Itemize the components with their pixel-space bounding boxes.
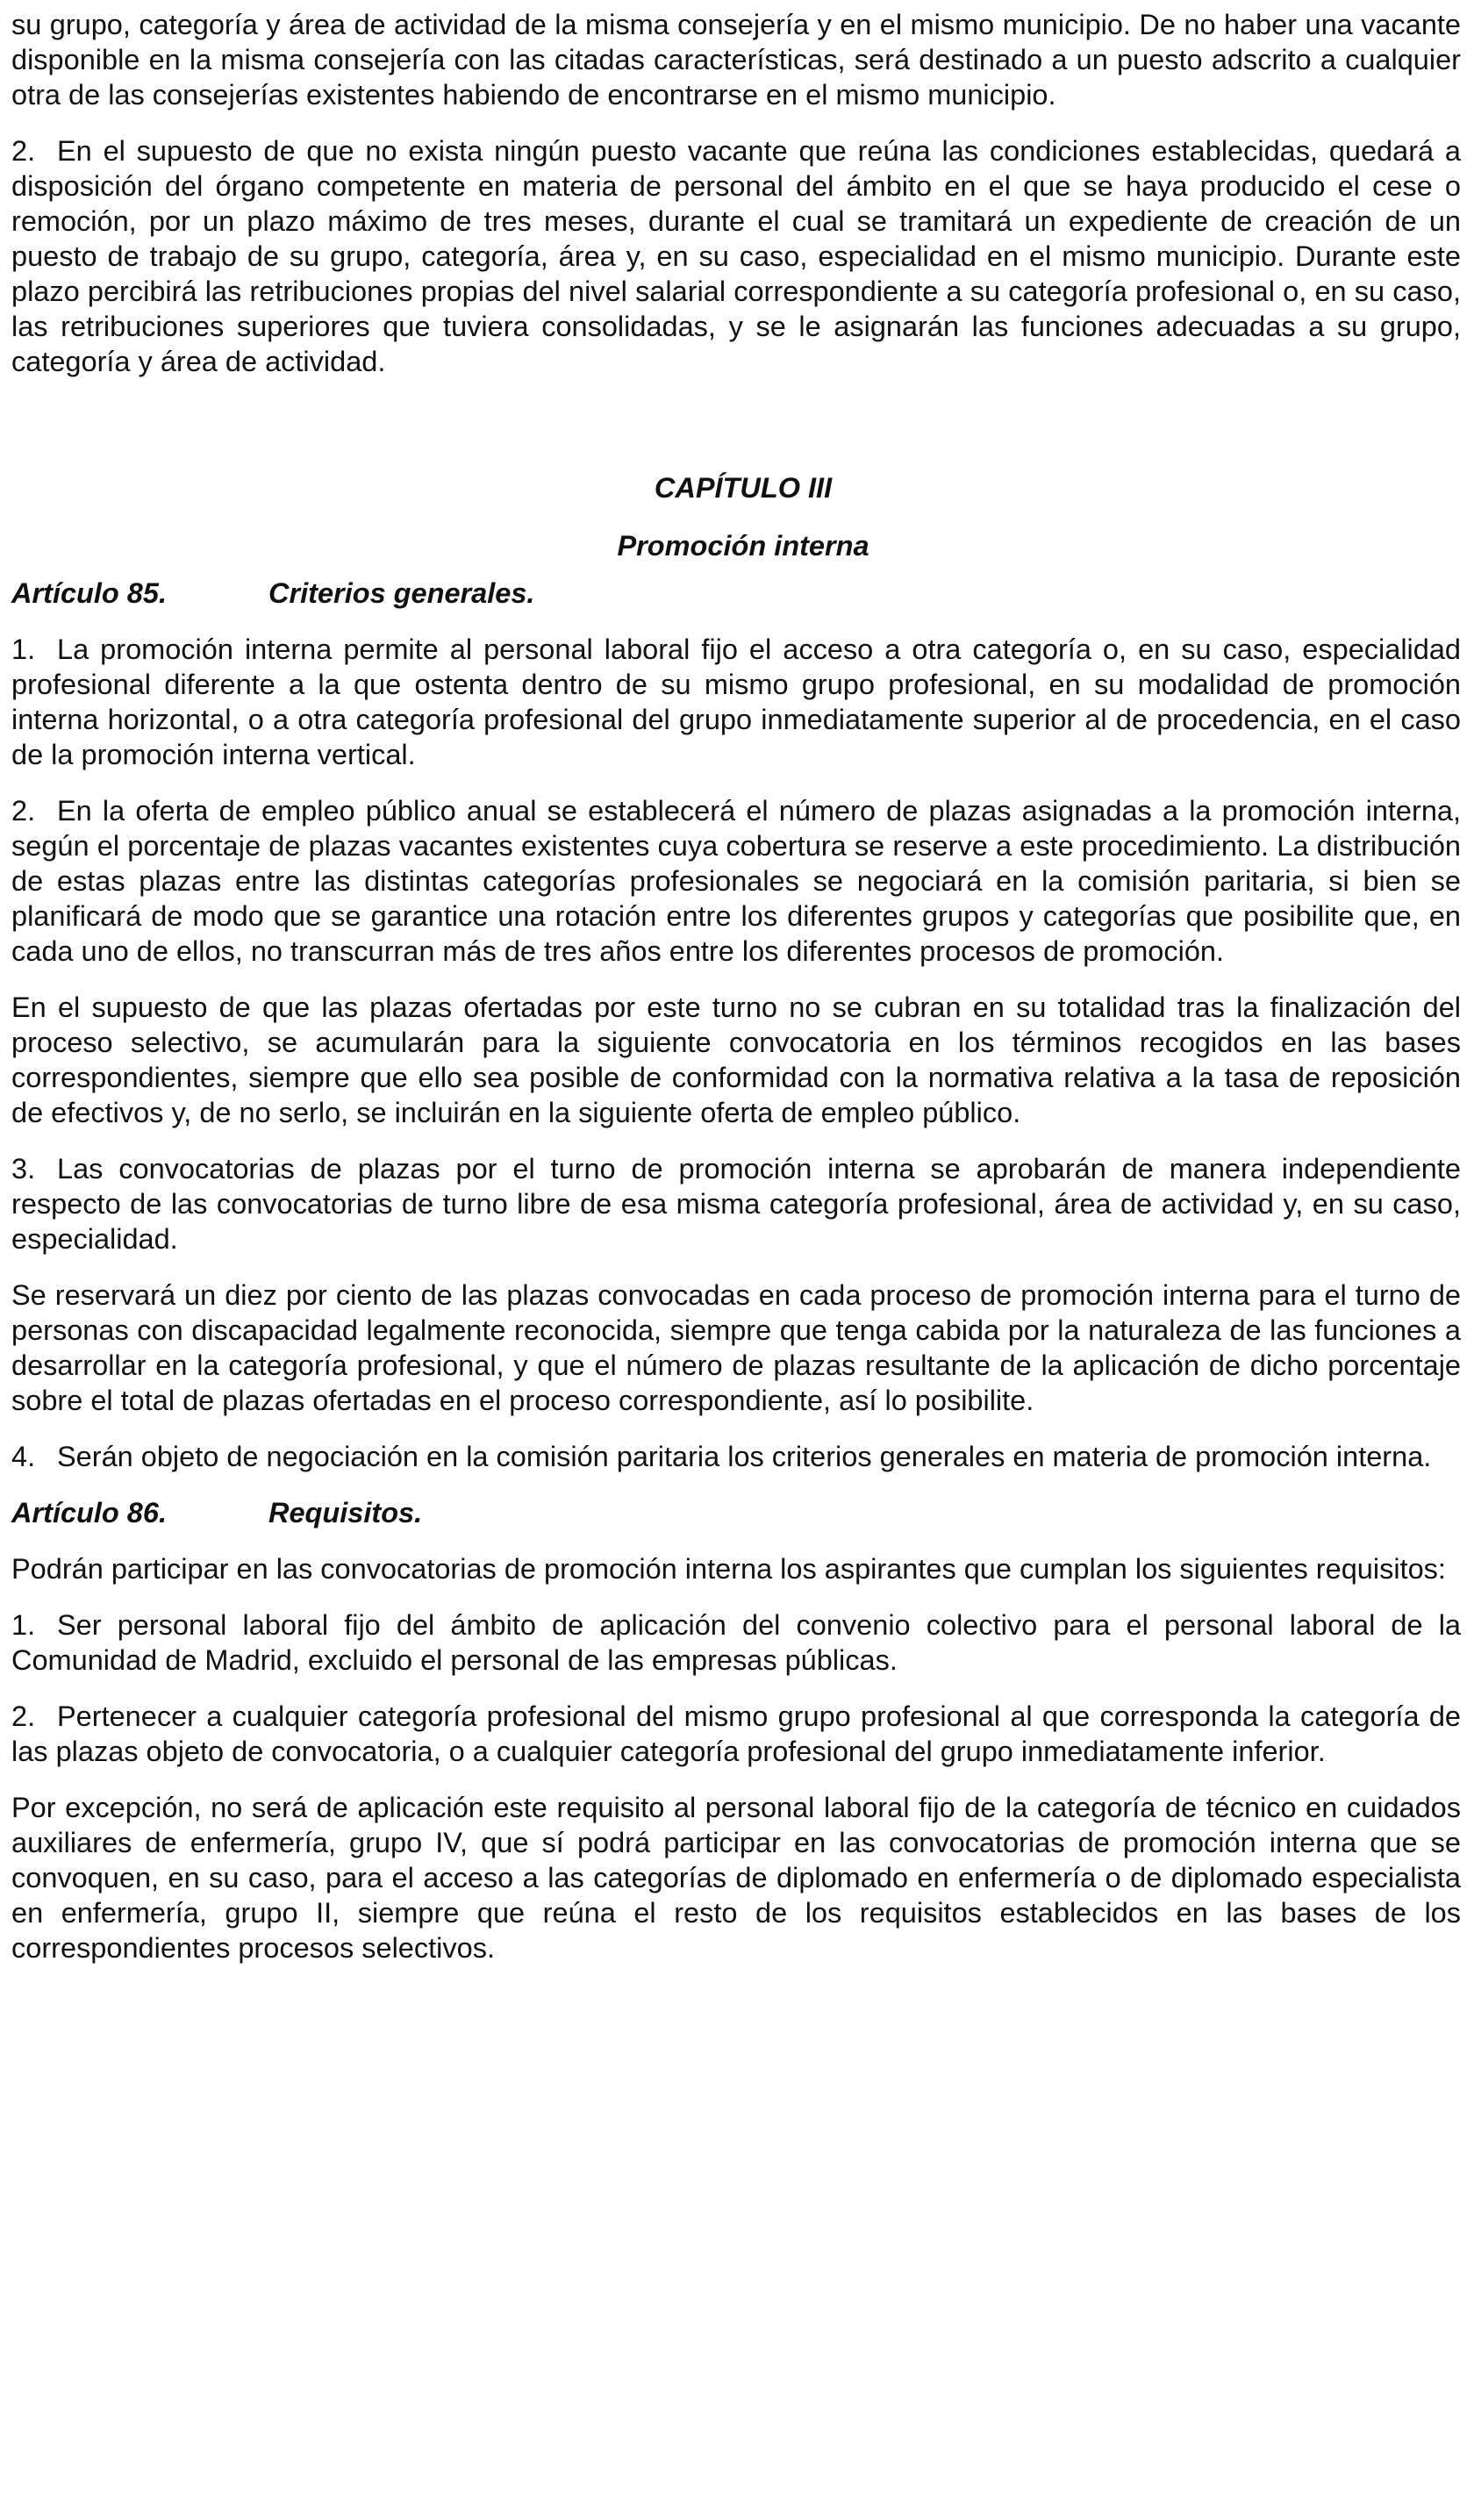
paragraph-number: 1. bbox=[11, 634, 36, 665]
chapter-title: CAPÍTULO III bbox=[654, 472, 833, 504]
paragraph-numbered bbox=[11, 1699, 1461, 1769]
paragraph-number: 2. bbox=[11, 795, 36, 827]
paragraph-text: La promoción interna permite al personal laboral fijo el acceso a otra categoría o, en su caso, especialidad profesional diferente a la que ostenta dentro de su mismo grupo profesional, en su modalidad de promoción interna horizontal, o a otra categoría profesional del grupo inmediatamente superior al de procedencia, en el caso de la promoción interna vertical. bbox=[11, 634, 1461, 770]
paragraph bbox=[11, 1551, 1461, 1586]
paragraph-text: Podrán participar en las convocatorias de promoción interna los aspirantes que cumplan los siguientes requisitos: bbox=[11, 1553, 1446, 1585]
paragraph-numbered bbox=[11, 632, 1461, 772]
paragraph bbox=[11, 1278, 1461, 1418]
paragraph-number: 3. bbox=[11, 1153, 36, 1185]
article-heading-85 bbox=[11, 576, 1461, 611]
article-number: Artículo 85. bbox=[11, 577, 167, 609]
paragraph-text: Se reservará un diez por ciento de las plazas convocadas en cada proceso de promoción interna para el turno de personas con discapacidad legalmente reconocida, siempre que tenga cabida por la naturaleza de las funciones a desarrollar en la categoría profesional, y que el número de plazas resultante de la aplicación de dicho porcentaje sobre el total de plazas ofertadas en el proceso correspondiente, así lo posibilite. bbox=[11, 1279, 1461, 1416]
article-title: Criterios generales. bbox=[268, 577, 535, 609]
paragraph bbox=[11, 1790, 1461, 1965]
paragraph bbox=[11, 990, 1461, 1130]
paragraph-number: 2. bbox=[11, 135, 36, 167]
paragraph-numbered bbox=[11, 133, 1461, 379]
paragraph-text: En la oferta de empleo público anual se establecerá el número de plazas asignadas a la promoción interna, según el porcentaje de plazas vacantes existentes cuya cobertura se reserve a este procedimiento. La distribución de estas plazas entre las distintas categorías profesionales se negociará en la comisión paritaria, si bien se planificará de modo que se garantice una rotación entre los diferentes grupos y categorías que posibilite que, en cada uno de ellos, no transcurran más de tres años entre los diferentes procesos de promoción. bbox=[11, 795, 1461, 967]
article-heading-86 bbox=[11, 1495, 1461, 1530]
paragraph-text: Pertenecer a cualquier categoría profesional del mismo grupo profesional al que corresponda la categoría de las plazas objeto de convocatoria, o a cualquier categoría profesional del grupo inmediatamente inferior. bbox=[11, 1700, 1461, 1767]
paragraph-numbered bbox=[11, 793, 1461, 969]
paragraph-text: Ser personal laboral fijo del ámbito de aplicación del convenio colectivo para el personal laboral de la Comunidad de Madrid, excluido el personal de las empresas públicas. bbox=[11, 1609, 1461, 1676]
chapter-subtitle: Promoción interna bbox=[617, 530, 869, 562]
document-page bbox=[11, 0, 1461, 1987]
paragraph-text: En el supuesto de que no exista ningún puesto vacante que reúna las condiciones establecidas, quedará a disposición del órgano competente en materia de personal del ámbito en el que se haya producido el cese o remoción, por un plazo máximo de tres meses, durante el cual se tramitará un expediente de creación de un puesto de trabajo de su grupo, categoría, área y, en su caso, especialidad en el mismo municipio. Durante este plazo percibirá las retribuciones propias del nivel salarial correspondiente a su categoría profesional o, en su caso, las retribuciones superiores que tuviera consolidadas, y se le asignarán las funciones adecuadas a su grupo, categoría y área de actividad. bbox=[11, 135, 1461, 377]
paragraph-numbered bbox=[11, 1151, 1461, 1256]
paragraph-text: Las convocatorias de plazas por el turno de promoción interna se aprobarán de manera independiente respecto de las convocatorias de turno libre de esa misma categoría profesional, área de actividad y, en su caso, especialidad. bbox=[11, 1153, 1461, 1255]
paragraph-continuation bbox=[11, 7, 1461, 112]
paragraph-text: Serán objeto de negociación en la comisión paritaria los criterios generales en materia de promoción interna. bbox=[57, 1441, 1432, 1472]
paragraph-text: Por excepción, no será de aplicación este requisito al personal laboral fijo de la categoría de técnico en cuidados auxiliares de enfermería, grupo IV, que sí podrá participar en las convocatorias de promoción interna que se convoquen, en su caso, para el acceso a las categorías de diplomado en enfermería o de diplomado especialista en enfermería, grupo II, siempre que reúna el resto de los requisitos establecidos en las bases de los correspondientes procesos selectivos. bbox=[11, 1792, 1461, 1964]
paragraph-number: 2. bbox=[11, 1700, 36, 1732]
paragraph-numbered bbox=[11, 1607, 1461, 1678]
article-title: Requisitos. bbox=[268, 1497, 423, 1528]
paragraph-number: 4. bbox=[11, 1441, 36, 1472]
paragraph-number: 1. bbox=[11, 1609, 36, 1641]
paragraph-text: su grupo, categoría y área de actividad de la misma consejería y en el mismo municipio. De no haber una vacante disponible en la misma consejería con las citadas características, será destinado a un puesto adscrito a cualquier otra de las consejerías existentes habiendo de encontrarse en el mismo municipio. bbox=[11, 9, 1461, 111]
paragraph-text: En el supuesto de que las plazas ofertadas por este turno no se cubran en su totalidad tras la finalización del proceso selectivo, se acumularán para la siguiente convocatoria en los términos recogidos en las bases correspondientes, siempre que ello sea posible de conformidad con la normativa relativa a la tasa de reposición de efectivos y, de no serlo, se incluirán en la siguiente oferta de empleo público. bbox=[11, 992, 1461, 1128]
paragraph-numbered bbox=[11, 1439, 1461, 1474]
article-number: Artículo 86. bbox=[11, 1497, 167, 1528]
